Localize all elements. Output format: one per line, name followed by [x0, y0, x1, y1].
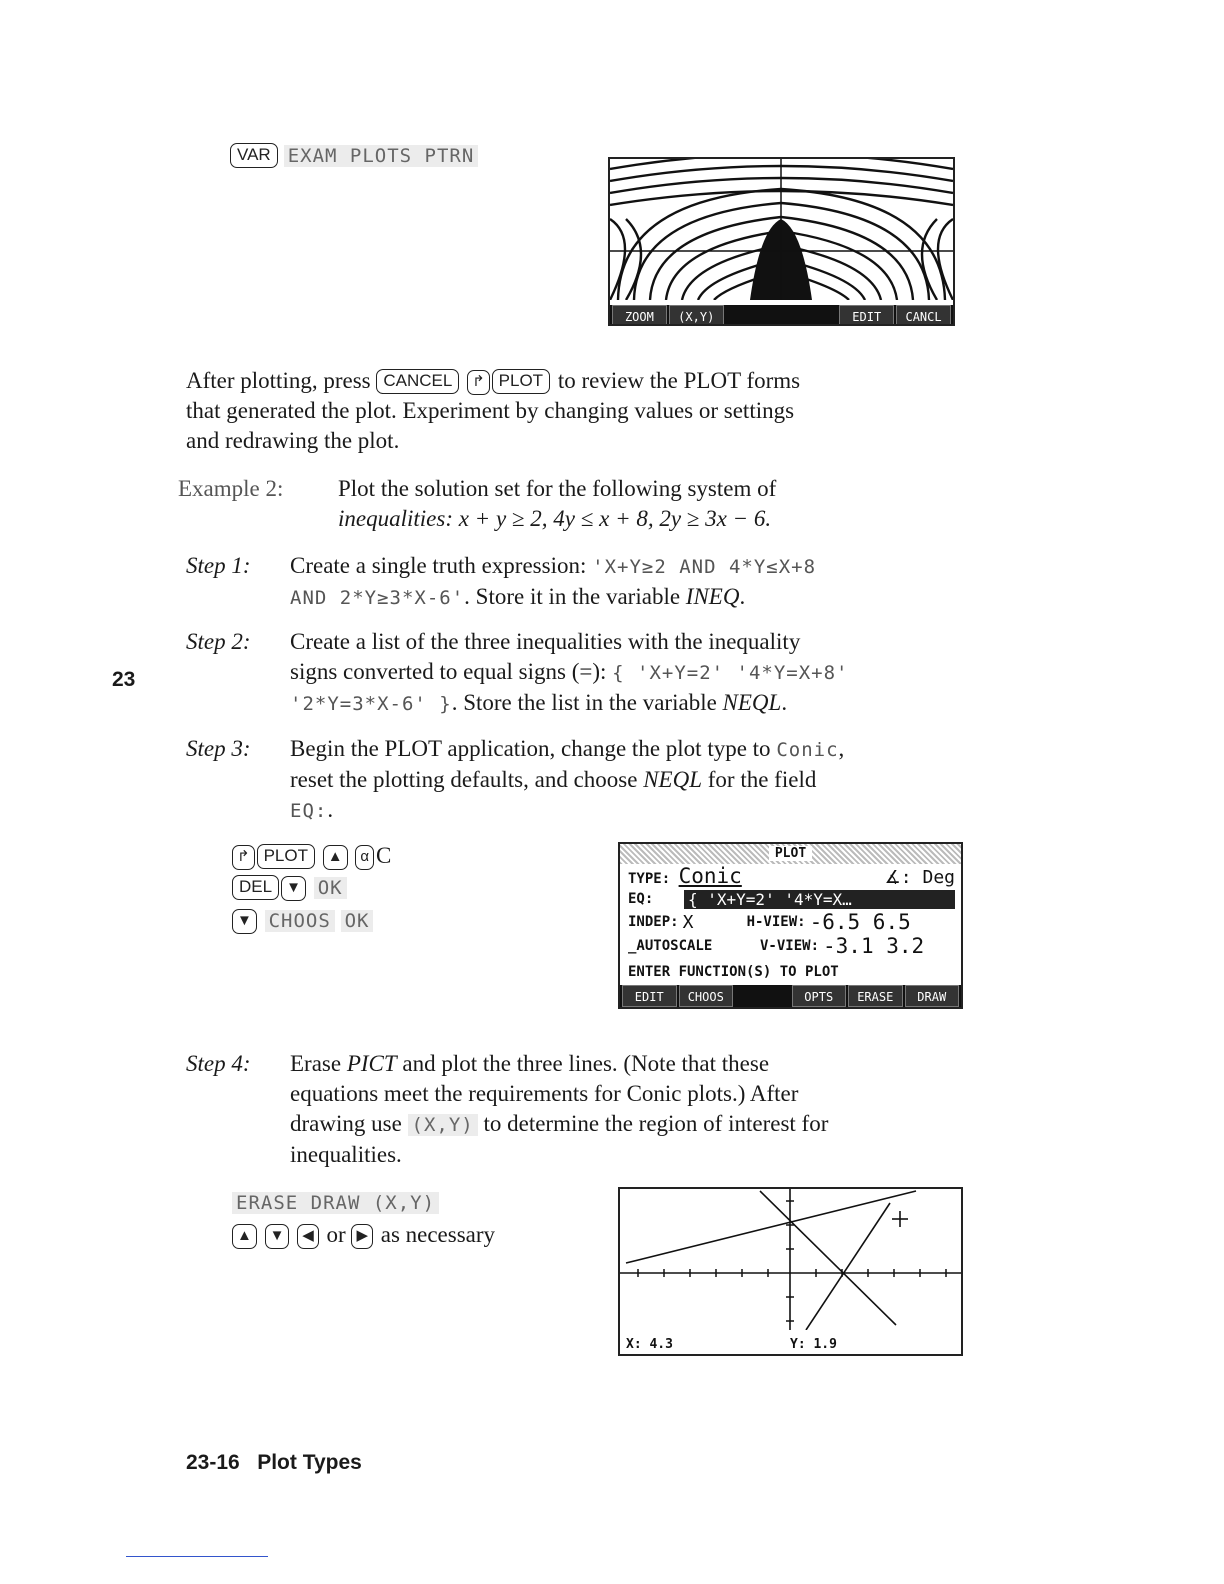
step4-label: Step 4: [186, 1051, 251, 1076]
step3-code-2: EQ: [290, 800, 328, 822]
example-line-2: inequalities: x + y ≥ 2, 4y ≤ x + 8, 2y ≥ 3x − 6. [338, 506, 772, 531]
step4-line-4: inequalities. [290, 1142, 402, 1167]
type-field[interactable]: Conic [678, 864, 742, 888]
step1-text-2: . Store it in the variable [464, 584, 686, 609]
step4-text-4: to determine the region of interest for [477, 1111, 829, 1136]
plot-form-prompt: ENTER FUNCTION(S) TO PLOT [628, 964, 839, 980]
y-readout: Y: 1.9 [790, 1337, 837, 1352]
para1-line-2: that generated the plot. Experiment by changing values or settings [186, 398, 795, 423]
example-body [338, 474, 978, 534]
left-arrow-key[interactable]: ◀ [297, 1224, 319, 1249]
chapter-tab: 23 [112, 668, 136, 691]
as-necessary-text: as necessary [380, 1222, 496, 1247]
step2-text: signs converted to equal signs (=): [290, 659, 613, 684]
autoscale-checkbox[interactable]: _AUTOSCALE [628, 938, 713, 954]
softkey-sequence-erase-draw[interactable]: ERASE DRAW (X,Y) [232, 1192, 439, 1214]
paragraph-review [186, 366, 986, 456]
step4-softkey-xy: (X,Y) [408, 1114, 478, 1136]
step3-text-2: reset the plotting defaults, and choose [290, 767, 644, 792]
down-arrow-key[interactable]: ▼ [265, 1224, 290, 1249]
step3-comma: , [838, 736, 845, 761]
bottom-rule [126, 1556, 268, 1557]
letter-c: C [376, 843, 392, 868]
step1-label: Step 1: [186, 553, 251, 578]
softkey-opts[interactable]: OPTS [792, 985, 847, 1007]
alpha-key[interactable]: α [355, 845, 374, 870]
step3-code-1: Conic [776, 739, 839, 761]
step4-text-3: drawing use [290, 1111, 408, 1136]
step3-body [290, 734, 1010, 826]
para1-line-3: and redrawing the plot. [186, 428, 400, 453]
softkey-xy[interactable]: (X,Y) [669, 305, 724, 326]
step3-var: NEQL [643, 767, 703, 792]
step1-text: Create a single truth expression: [290, 553, 593, 578]
step3-period: . [327, 797, 334, 822]
step4-var: PICT [346, 1051, 397, 1076]
softkey-zoom[interactable]: ZOOM [612, 305, 667, 326]
step4-text: Erase [290, 1051, 347, 1076]
step3-text: Begin the PLOT application, change the plot type to [290, 736, 777, 761]
calculator-screen-pattern [608, 157, 955, 326]
conic-lines-plot [620, 1189, 961, 1330]
step1-period: . [739, 584, 746, 609]
softkey-choos[interactable]: CHOOS [265, 910, 335, 932]
softkey-blank [735, 985, 790, 1007]
example-label: Example 2: [178, 476, 284, 501]
softkey-choos[interactable]: CHOOS [679, 985, 734, 1007]
keystrokes-step4 [232, 1186, 495, 1251]
step2-var: NEQL [722, 690, 782, 715]
pattern-plot [610, 159, 953, 300]
var-key[interactable]: VAR [230, 143, 278, 168]
plot-form-header [620, 844, 961, 864]
eq-field[interactable]: { 'X+Y=2' '4*Y=X… [684, 890, 955, 909]
vview-label: V-VIEW: [760, 938, 820, 954]
up-arrow-key[interactable]: ▲ [323, 845, 348, 870]
para1-text-2: to review the PLOT forms [552, 368, 801, 393]
step2-body [290, 627, 990, 719]
del-key[interactable]: DEL [232, 875, 279, 900]
para1-text-1: After plotting, press [186, 368, 377, 393]
softkey-cancl[interactable]: CANCL [896, 305, 951, 326]
right-shift-key[interactable]: ↱ [232, 845, 255, 870]
softkey-blank-3 [726, 305, 781, 326]
step2-line-1: Create a list of the three inequalities with the inequality [290, 629, 801, 654]
example-line-1: Plot the solution set for the following system of [338, 476, 777, 501]
step2-period: . [781, 690, 788, 715]
step4-body [290, 1049, 990, 1170]
right-arrow-key[interactable]: ▶ [351, 1224, 373, 1249]
hview-field[interactable]: -6.5 6.5 [809, 910, 911, 934]
step2-label: Step 2: [186, 629, 251, 654]
hview-label: H-VIEW: [746, 914, 806, 930]
or-text: or [326, 1222, 346, 1247]
step4-text-2: and plot the three lines. (Note that these [396, 1051, 770, 1076]
calculator-screen-lines [618, 1187, 963, 1356]
step2-code-1: { 'X+Y=2' '4*Y=X+8' [612, 662, 849, 684]
up-arrow-key[interactable]: ▲ [232, 1224, 257, 1249]
eq-label: EQ: [628, 891, 654, 907]
type-label: TYPE: [628, 871, 671, 887]
softkey-ok[interactable]: OK [314, 877, 347, 899]
page-footer: 23-16 Plot Types [186, 1451, 362, 1474]
softkey-draw[interactable]: DRAW [905, 985, 960, 1007]
down-arrow-key-2[interactable]: ▼ [232, 909, 257, 934]
step1-code-2: AND 2*Y≥3*X-6' [290, 587, 465, 609]
softkey-edit[interactable]: EDIT [622, 985, 677, 1007]
softkey-ok-2[interactable]: OK [341, 910, 374, 932]
softkey-sequence: EXAM PLOTS PTRN [284, 145, 479, 167]
keystrokes-step3 [232, 840, 391, 937]
cancel-key[interactable]: CANCEL [376, 369, 459, 394]
screen1-softmenu [610, 305, 953, 326]
step2-text-2: . Store the list in the variable [451, 690, 723, 715]
softkey-edit[interactable]: EDIT [839, 305, 894, 326]
plot-key[interactable]: PLOT [492, 369, 550, 394]
step1-code-1: 'X+Y≥2 AND 4*Y≤X+8 [592, 556, 817, 578]
x-readout: X: 4.3 [626, 1337, 673, 1352]
right-shift-key[interactable]: ↱ [467, 370, 490, 395]
keystroke-line-1 [230, 143, 478, 168]
step4-line-2: equations meet the requirements for Conic plots.) After [290, 1081, 799, 1106]
vview-field[interactable]: -3.1 3.2 [823, 934, 925, 958]
step1-body [290, 551, 990, 613]
angle-field[interactable]: ∡: Deg [884, 867, 955, 888]
indep-label: INDEP: [628, 914, 679, 930]
step3-text-3: for the field [702, 767, 817, 792]
indep-field[interactable]: X [682, 911, 694, 933]
calculator-screen-plot-form [618, 842, 963, 1009]
plot-form-title: PLOT [769, 846, 812, 861]
step1-var: INEQ [685, 584, 740, 609]
step3-label: Step 3: [186, 736, 251, 761]
softkey-erase[interactable]: ERASE [848, 985, 903, 1007]
plot-key[interactable]: PLOT [257, 844, 315, 869]
screen2-softmenu [620, 985, 961, 1007]
step2-code-2: '2*Y=3*X-6' } [290, 693, 452, 715]
softkey-blank-4 [782, 305, 837, 326]
down-arrow-key[interactable]: ▼ [281, 876, 306, 901]
